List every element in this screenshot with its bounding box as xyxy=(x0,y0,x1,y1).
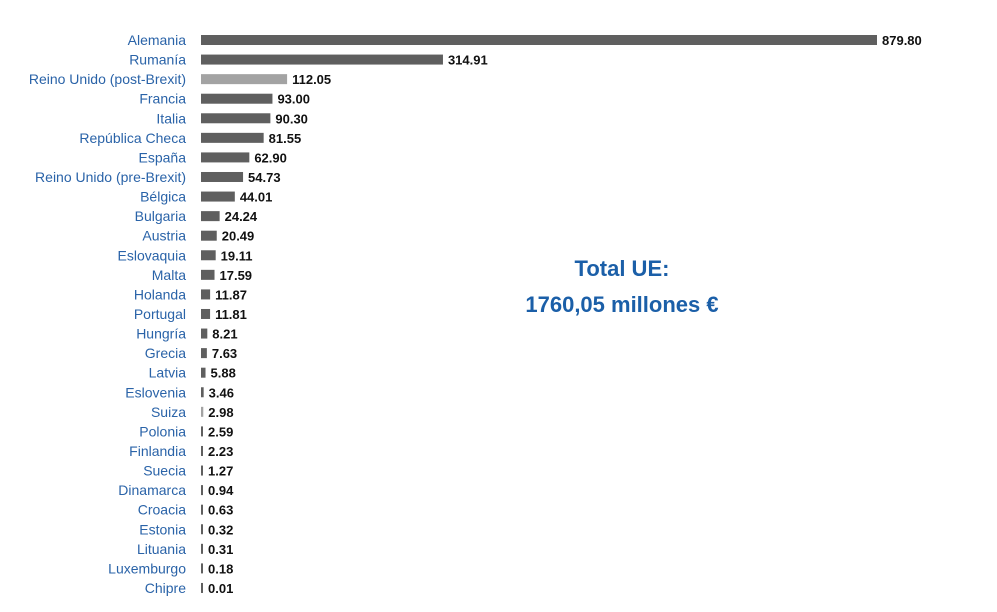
category-label-hungria: Hungría xyxy=(136,325,186,342)
category-label-francia: Francia xyxy=(139,90,186,107)
value-label-bulgaria: 24.24 xyxy=(224,209,258,225)
category-label-dinamarca: Dinamarca xyxy=(118,482,186,499)
bar-eslovaquia xyxy=(201,250,216,260)
value-label-luxemburgo: 0.18 xyxy=(208,561,234,577)
category-label-finlandia: Finlandia xyxy=(129,442,186,459)
total-value: 1760,05 millones € xyxy=(525,292,719,317)
value-label-latvia: 5.88 xyxy=(210,365,236,381)
category-label-luxemburgo: Luxemburgo xyxy=(108,560,186,577)
bar-eslovenia xyxy=(201,387,204,397)
category-label-italia: Italia xyxy=(156,110,186,127)
category-label-belgica: Bélgica xyxy=(140,188,186,205)
category-label-grecia: Grecia xyxy=(144,345,186,362)
bar-belgica xyxy=(201,192,235,202)
value-label-belgica: 44.01 xyxy=(239,189,273,205)
value-label-francia: 93.00 xyxy=(277,91,311,107)
value-label-croacia: 0.63 xyxy=(208,502,234,518)
value-label-rumania: 314.91 xyxy=(447,52,488,68)
value-label-finlandia: 2.23 xyxy=(208,443,234,459)
value-label-eslovenia: 3.46 xyxy=(208,385,234,401)
category-label-suiza: Suiza xyxy=(150,403,186,420)
bar-croacia xyxy=(201,505,203,515)
bar-luxemburgo xyxy=(201,563,203,573)
bar-chipre xyxy=(201,583,203,593)
value-label-reino-unido-pre-brexit: 54.73 xyxy=(248,169,281,185)
bar-espana xyxy=(201,152,249,162)
value-label-chipre: 0.01 xyxy=(208,580,234,596)
value-label-lituania: 0.31 xyxy=(208,541,234,557)
value-label-malta: 17.59 xyxy=(219,267,253,283)
value-label-eslovaquia: 19.11 xyxy=(220,248,253,264)
bar-hungria xyxy=(201,329,207,339)
value-label-grecia: 7.63 xyxy=(211,346,238,362)
value-label-polonia: 2.59 xyxy=(208,424,234,440)
bar-estonia xyxy=(201,524,203,534)
value-label-alemania: 879.80 xyxy=(882,33,922,48)
category-label-rumania: Rumanía xyxy=(129,51,186,68)
value-label-dinamarca: 0.94 xyxy=(208,483,234,499)
bar-suecia xyxy=(201,466,203,476)
value-label-austria: 20.49 xyxy=(221,228,255,244)
value-label-estonia: 0.32 xyxy=(208,522,234,538)
category-label-austria: Austria xyxy=(142,227,186,244)
category-label-alemania: Alemania xyxy=(127,32,186,48)
bar-dinamarca xyxy=(201,485,203,495)
category-label-polonia: Polonia xyxy=(139,423,186,440)
category-label-malta: Malta xyxy=(151,266,186,283)
bar-austria xyxy=(201,231,217,241)
category-label-lituania: Lituania xyxy=(136,540,186,557)
category-label-bulgaria: Bulgaria xyxy=(134,208,186,225)
bar-malta xyxy=(201,270,215,280)
bar-bulgaria xyxy=(201,211,220,221)
bar-finlandia xyxy=(201,446,203,456)
bar-republica-checa xyxy=(201,133,264,143)
bar-rumania xyxy=(201,55,443,65)
bar-alemania xyxy=(201,35,877,45)
category-label-eslovaquia: Eslovaquia xyxy=(117,247,186,264)
category-label-portugal: Portugal xyxy=(133,305,186,322)
bar-lituania xyxy=(201,544,203,554)
category-label-reino-unido-pre-brexit: Reino Unido (pre-Brexit) xyxy=(35,168,186,185)
value-label-republica-checa: 81.55 xyxy=(268,130,302,146)
category-label-reino-unido-post-brexit: Reino Unido (post-Brexit) xyxy=(28,71,186,88)
bar-latvia xyxy=(201,368,206,378)
bar-francia xyxy=(201,94,272,104)
bar-grecia xyxy=(201,348,207,358)
total-title: Total UE: xyxy=(574,256,670,281)
value-label-suiza: 2.98 xyxy=(208,404,234,420)
category-label-eslovenia: Eslovenia xyxy=(125,384,186,401)
category-label-republica-checa: República Checa xyxy=(79,129,186,146)
category-label-chipre: Chipre xyxy=(144,579,186,596)
bar-italia xyxy=(201,113,270,123)
bar-portugal xyxy=(201,309,210,319)
value-label-reino-unido-post-brexit: 112.05 xyxy=(292,72,332,88)
value-label-espana: 62.90 xyxy=(254,150,287,166)
bar-holanda xyxy=(201,289,210,299)
value-label-suecia: 1.27 xyxy=(208,463,234,479)
category-label-croacia: Croacia xyxy=(137,501,186,518)
bar-suiza xyxy=(201,407,203,417)
bar-reino-unido-post-brexit xyxy=(201,74,287,84)
category-label-estonia: Estonia xyxy=(139,521,186,538)
value-label-holanda: 11.87 xyxy=(215,287,247,303)
value-label-italia: 90.30 xyxy=(275,111,308,127)
value-label-hungria: 8.21 xyxy=(212,326,238,342)
value-label-portugal: 11.81 xyxy=(215,306,247,322)
category-label-espana: España xyxy=(138,149,186,166)
bar-polonia xyxy=(201,426,203,436)
category-label-suecia: Suecia xyxy=(143,462,186,479)
category-label-holanda: Holanda xyxy=(133,286,186,303)
bar-reino-unido-pre-brexit xyxy=(201,172,243,182)
category-label-latvia: Latvia xyxy=(148,364,186,381)
